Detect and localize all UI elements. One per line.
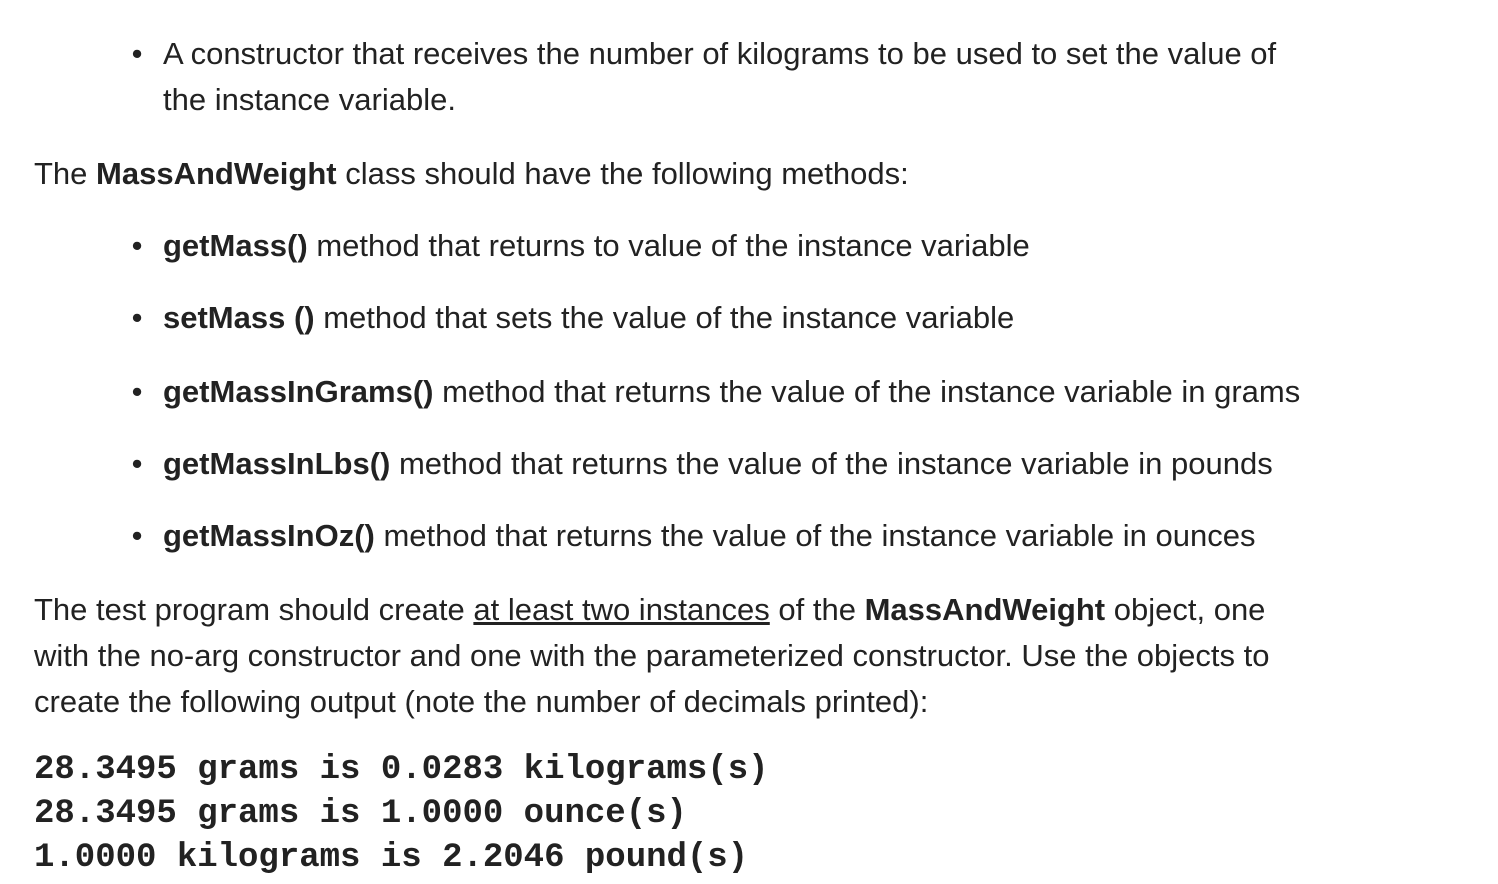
methods-intro-pre: The [34,156,97,191]
method-item-getmassinoz [131,513,1463,559]
method-desc: method that returns the value of the instance variable in grams [433,374,1301,409]
test-para-text2: of the [769,592,865,627]
method-name: getMassInLbs() [163,446,391,481]
method-item-getmassinlbs [131,441,1463,487]
method-name: setMass () [163,300,315,335]
method-name: getMass() [163,228,308,263]
method-desc: method that sets the value of the instance variable [314,300,1015,335]
method-name: getMassInOz() [163,518,375,553]
method-item-getmass [131,223,1463,269]
bullet-dot: • [131,228,143,263]
method-desc: method that returns to value of the instance variable [307,228,1030,263]
test-para-line2: with the no-arg constructor and one with the parameterized constructor. Use the objects to [34,638,1270,673]
method-desc: method that returns the value of the instance variable in ounces [374,518,1256,553]
methods-intro-post: class should have the following methods: [336,156,909,191]
method-desc: method that returns the value of the instance variable in pounds [390,446,1273,481]
expected-output-block [34,748,769,880]
test-program-paragraph [34,587,1474,725]
bullet-dot: • [131,446,143,481]
output-line: 28.3495 grams is 1.0000 ounce(s) [34,795,687,833]
bullet-dot: • [131,300,143,335]
method-item-setmass [131,295,1463,341]
method-item-getmassingrams [131,369,1463,415]
output-line: 1.0000 kilograms is 2.2046 pound(s) [34,839,749,877]
constructor-bullet [131,31,1463,123]
constructor-bullet-line2: the instance variable. [163,82,456,117]
test-para-line3: create the following output (note the number of decimals printed): [34,684,929,719]
bullet-dot: • [131,374,143,409]
class-name: MassAndWeight [96,156,337,191]
underlined-phrase: at least two instances [473,592,770,627]
output-line: 28.3495 grams is 0.0283 kilograms(s) [34,751,769,789]
test-para-text3: object, one [1105,592,1266,627]
methods-intro-paragraph [34,151,1474,197]
constructor-bullet-line1: A constructor that receives the number of kilograms to be used to set the value of [163,36,1277,71]
bullet-dot: • [131,518,143,553]
bullet-dot: • [131,36,143,71]
test-para-text1: The test program should create [34,592,474,627]
method-name: getMassInGrams() [163,374,434,409]
class-name: MassAndWeight [864,592,1106,627]
